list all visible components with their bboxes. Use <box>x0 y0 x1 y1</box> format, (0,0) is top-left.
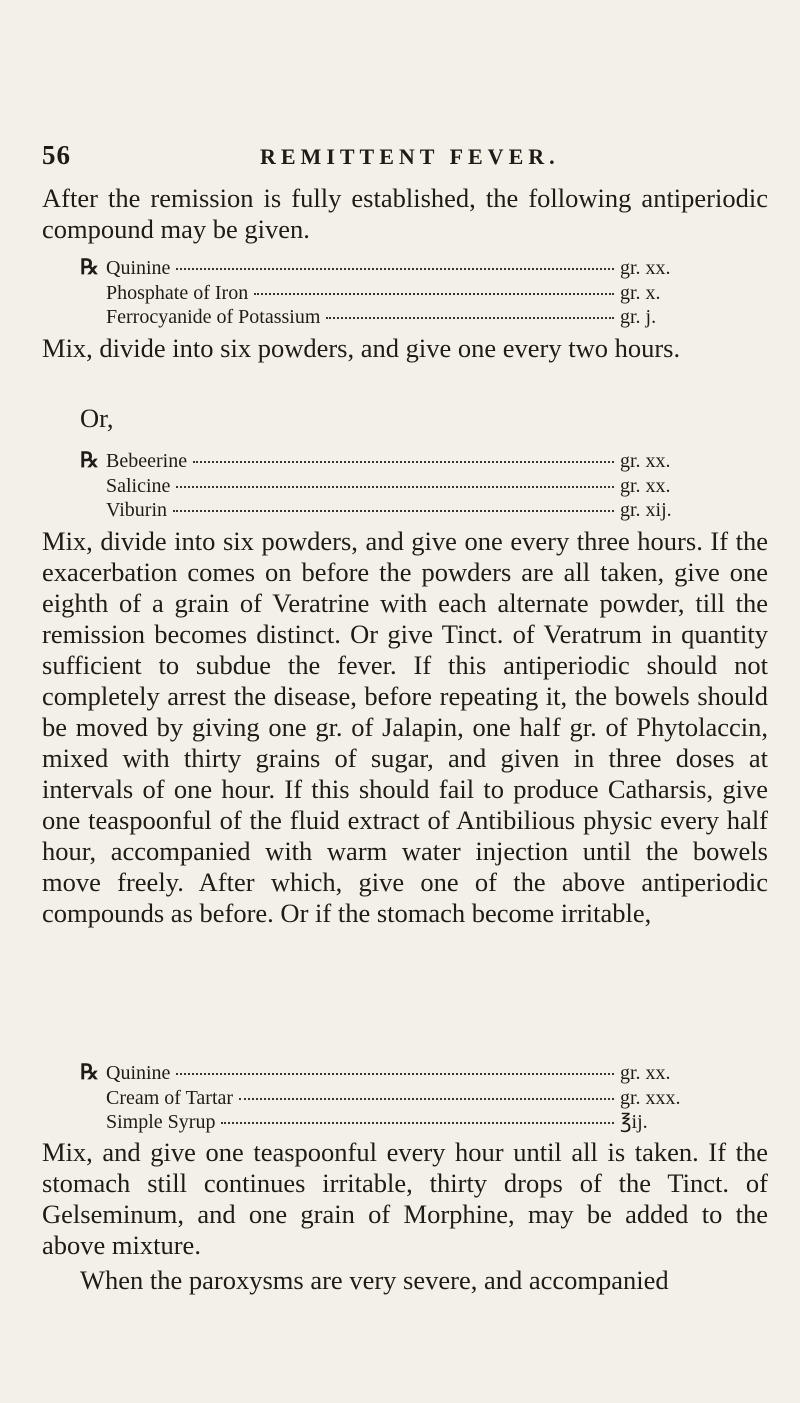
prescription-line <box>80 1086 710 1111</box>
ingredient-dose: gr. xij. <box>620 499 672 521</box>
leader-dots <box>239 1097 614 1100</box>
prescription-line <box>80 448 710 474</box>
ingredient-dose: gr. xx. <box>620 474 671 497</box>
paragraph-directions-2: Mix, divide into six powders, and give one every three hours. If the exacerbation comes on before the powders are all taken, give one eighth of a grain of Veratrine with each alternate powder, till the remission becomes distinct. Or give Tinct. of Veratrum in quantity sufficient to subdue the fever. If this antiperiodic should not completely arrest the disease, before repeating it, the bowels should be moved by giving one gr. of Jalapin, one half gr. of Phytolaccin, mixed with thirty grains of sugar, and given in three doses at intervals of one hour. If this should fail to produce Catharsis, give one teaspoonful of the fluid extract of Antibilious physic every half hour, accompanied with warm water injection until the bowels move freely. After which, give one of the above antiperiodic compounds as before. Or if the stomach become irritable, <box>42 526 768 928</box>
prescription-1 <box>80 255 710 330</box>
ingredient-name: Phosphate of Iron <box>106 281 249 304</box>
running-title: REMITTENT FEVER. <box>260 144 560 169</box>
paragraph-directions-3: Mix, and give one teaspoonful every hour until all is taken. If the stomach still continues irritable, thirty drops of the Tinct. of Gelseminum, and one grain of Morphine, may be added to the above mixture. <box>42 1137 768 1260</box>
ingredient-dose: gr. xx. <box>620 1062 671 1084</box>
leader-dots <box>176 1072 614 1075</box>
ingredient-name: Simple Syrup <box>106 1111 216 1133</box>
prescription-line <box>80 1110 710 1135</box>
prescription-2 <box>80 448 710 523</box>
running-head <box>42 140 762 180</box>
paragraph-directions-1: Mix, divide into six powders, and give one every two hours. <box>42 333 681 363</box>
ingredient-dose: gr. xx. <box>620 257 671 279</box>
recipe-symbol: ℞ <box>80 1060 99 1084</box>
leader-dots <box>326 316 614 319</box>
prescription-line <box>80 1060 710 1086</box>
paragraph-intro: After the remission is fully established, the following antiperiodic compound may be given. <box>42 183 768 244</box>
ingredient-dose: gr. xx. <box>620 450 671 472</box>
recipe-symbol: ℞ <box>80 255 99 279</box>
ingredient-name: Ferrocyanide of Potassium <box>106 306 321 328</box>
ingredient-dose: ℥ij. <box>620 1111 648 1133</box>
leader-dots <box>176 267 614 270</box>
ingredient-dose: gr. x. <box>620 281 661 304</box>
leader-dots <box>176 485 614 488</box>
or-label: Or, <box>80 403 114 433</box>
leader-dots <box>221 1121 614 1124</box>
prescription-line <box>80 305 710 330</box>
leader-dots <box>173 509 614 512</box>
prescription-line <box>80 281 710 306</box>
recipe-symbol: ℞ <box>80 448 99 472</box>
ingredient-name: Quinine <box>106 1062 171 1084</box>
paragraph-continuation: When the paroxysms are very severe, and accompanied <box>80 1265 669 1295</box>
prescription-line <box>80 255 710 281</box>
leader-dots <box>254 292 614 295</box>
ingredient-name: Quinine <box>106 257 171 279</box>
page-number: 56 <box>42 140 71 170</box>
prescription-3 <box>80 1060 710 1135</box>
ingredient-name: Bebeerine <box>106 450 188 472</box>
ingredient-name: Salicine <box>106 474 171 497</box>
ingredient-name: Cream of Tartar <box>106 1086 234 1109</box>
ingredient-dose: gr. j. <box>620 306 657 328</box>
ingredient-dose: gr. xxx. <box>620 1086 681 1109</box>
leader-dots <box>193 460 614 463</box>
ingredient-name: Viburin <box>106 499 168 521</box>
prescription-line <box>80 498 710 523</box>
prescription-line <box>80 474 710 499</box>
